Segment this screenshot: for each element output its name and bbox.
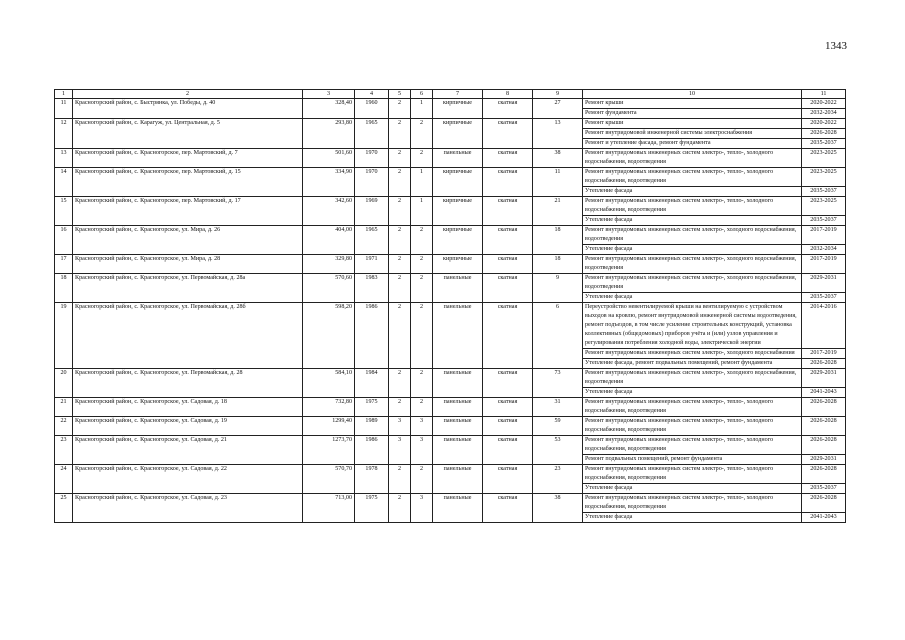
wall-material-cell: кирпичные bbox=[433, 197, 483, 226]
column-number-header: 2 bbox=[73, 90, 303, 99]
repair-work-cell: Ремонт внутридомовых инженерных систем электро-, холодного водоснабжения bbox=[583, 349, 802, 359]
repair-work-cell: Утепление фасада bbox=[583, 293, 802, 303]
area-cell: 732,80 bbox=[303, 398, 355, 417]
wall-material-cell: кирпичные bbox=[433, 119, 483, 149]
year-cell: 1986 bbox=[355, 436, 389, 465]
repair-work-cell: Ремонт внутридомовых инженерных систем электро-, тепло-, холодного водоснабжения, водоотведения bbox=[583, 417, 802, 436]
repair-period-cell: 2014-2016 bbox=[802, 303, 846, 349]
page-number: 1343 bbox=[825, 40, 847, 52]
roof-type-cell: скатная bbox=[483, 303, 533, 369]
floors-cell: 2 bbox=[389, 465, 411, 494]
repair-work-cell: Утепление фасада bbox=[583, 245, 802, 255]
row-number: 13 bbox=[55, 149, 73, 168]
table-row bbox=[55, 226, 846, 245]
area-cell: 570,70 bbox=[303, 465, 355, 494]
roof-type-cell: скатная bbox=[483, 369, 533, 398]
column-number-header: 3 bbox=[303, 90, 355, 99]
wall-material-cell: панельные bbox=[433, 465, 483, 494]
repair-work-cell: Утепление фасада bbox=[583, 216, 802, 226]
year-cell: 1983 bbox=[355, 274, 389, 303]
roof-type-cell: скатная bbox=[483, 436, 533, 465]
repair-period-cell: 2020-2022 bbox=[802, 99, 846, 109]
table-row bbox=[55, 303, 846, 349]
repair-work-cell: Ремонт внутридомовой инженерной системы электроснабжения bbox=[583, 129, 802, 139]
address-cell: Красногорский район, с. Красногорское, ул. Первомайская, д. 28 bbox=[73, 369, 303, 398]
repair-period-cell: 2035-2037 bbox=[802, 216, 846, 226]
year-cell: 1978 bbox=[355, 465, 389, 494]
repair-period-cell: 2032-2034 bbox=[802, 109, 846, 119]
row-number: 21 bbox=[55, 398, 73, 417]
roof-type-cell: скатная bbox=[483, 168, 533, 197]
entrances-cell: 1 bbox=[411, 168, 433, 197]
roof-type-cell: скатная bbox=[483, 226, 533, 255]
entrances-cell: 1 bbox=[411, 99, 433, 119]
area-cell: 1273,70 bbox=[303, 436, 355, 465]
row-number: 14 bbox=[55, 168, 73, 197]
residents-cell: 31 bbox=[533, 398, 583, 417]
address-cell: Красногорский район, с. Красногорское, ул. Садовая, д. 22 bbox=[73, 465, 303, 494]
table-row bbox=[55, 274, 846, 293]
area-cell: 570,60 bbox=[303, 274, 355, 303]
area-cell: 329,80 bbox=[303, 255, 355, 274]
year-cell: 1965 bbox=[355, 226, 389, 255]
floors-cell: 2 bbox=[389, 197, 411, 226]
address-cell: Красногорский район, с. Красногорское, пер. Мартовский, д. 7 bbox=[73, 149, 303, 168]
year-cell: 1971 bbox=[355, 255, 389, 274]
repair-work-cell: Переустройство невентилируемой крыши на вентилируемую с устройством выходов на кровлю, ремонт внутридомовой инженерной системы водоотведения, ремонт подъездов, в том числе усиление строительных конструкций, установка коллективных (общедомовых) приборов учёта и (или) узлов управления и регулирования потребления холодной воды, электрической энергии bbox=[583, 303, 802, 349]
repair-work-cell: Утепление фасада, ремонт подвальных помещений, ремонт фундамента bbox=[583, 359, 802, 369]
repair-period-cell: 2035-2037 bbox=[802, 139, 846, 149]
residents-cell: 53 bbox=[533, 436, 583, 465]
repair-period-cell: 2026-2028 bbox=[802, 494, 846, 513]
row-number: 15 bbox=[55, 197, 73, 226]
residents-cell: 18 bbox=[533, 226, 583, 255]
entrances-cell: 2 bbox=[411, 369, 433, 398]
row-number: 16 bbox=[55, 226, 73, 255]
column-number-header: 6 bbox=[411, 90, 433, 99]
repair-period-cell: 2026-2028 bbox=[802, 417, 846, 436]
entrances-cell: 3 bbox=[411, 417, 433, 436]
column-number-header: 5 bbox=[389, 90, 411, 99]
area-cell: 334,90 bbox=[303, 168, 355, 197]
address-cell: Красногорский район, с. Красногорское, ул. Мира, д. 26 bbox=[73, 226, 303, 255]
repair-work-cell: Утепление фасада bbox=[583, 187, 802, 197]
year-cell: 1975 bbox=[355, 398, 389, 417]
entrances-cell: 2 bbox=[411, 119, 433, 149]
wall-material-cell: панельные bbox=[433, 398, 483, 417]
residents-cell: 27 bbox=[533, 99, 583, 119]
roof-type-cell: скатная bbox=[483, 417, 533, 436]
repair-work-cell: Ремонт внутридомовых инженерных систем электро-, холодного водоснабжения, водоотведения bbox=[583, 369, 802, 388]
address-cell: Красногорский район, с. Красногорское, ул. Первомайская, д. 28б bbox=[73, 303, 303, 369]
area-cell: 342,60 bbox=[303, 197, 355, 226]
residents-cell: 21 bbox=[533, 197, 583, 226]
repair-period-cell: 2035-2037 bbox=[802, 187, 846, 197]
roof-type-cell: скатная bbox=[483, 197, 533, 226]
repair-period-cell: 2017-2019 bbox=[802, 226, 846, 245]
table-row bbox=[55, 398, 846, 417]
residents-cell: 9 bbox=[533, 274, 583, 303]
wall-material-cell: кирпичные bbox=[433, 168, 483, 197]
table-row bbox=[55, 99, 846, 109]
repair-period-cell: 2029-2031 bbox=[802, 455, 846, 465]
row-number: 18 bbox=[55, 274, 73, 303]
roof-type-cell: скатная bbox=[483, 149, 533, 168]
column-number-header: 4 bbox=[355, 90, 389, 99]
row-number: 11 bbox=[55, 99, 73, 119]
area-cell: 404,00 bbox=[303, 226, 355, 255]
address-cell: Красногорский район, с. Быстрянка, ул. Победы, д. 40 bbox=[73, 99, 303, 119]
repair-period-cell: 2035-2037 bbox=[802, 293, 846, 303]
row-number: 25 bbox=[55, 494, 73, 523]
header-row bbox=[55, 90, 846, 99]
wall-material-cell: панельные bbox=[433, 417, 483, 436]
floors-cell: 2 bbox=[389, 99, 411, 119]
repair-period-cell: 2020-2022 bbox=[802, 119, 846, 129]
entrances-cell: 2 bbox=[411, 274, 433, 303]
wall-material-cell: панельные bbox=[433, 274, 483, 303]
floors-cell: 3 bbox=[389, 417, 411, 436]
table-row bbox=[55, 149, 846, 168]
row-number: 22 bbox=[55, 417, 73, 436]
year-cell: 1970 bbox=[355, 149, 389, 168]
roof-type-cell: скатная bbox=[483, 255, 533, 274]
floors-cell: 2 bbox=[389, 494, 411, 523]
address-cell: Красногорский район, с. Красногорское, пер. Мартовский, д. 17 bbox=[73, 197, 303, 226]
entrances-cell: 2 bbox=[411, 255, 433, 274]
repair-period-cell: 2029-2031 bbox=[802, 274, 846, 293]
floors-cell: 2 bbox=[389, 369, 411, 398]
repair-work-cell: Ремонт подвальных помещений, ремонт фундамента bbox=[583, 455, 802, 465]
table-row bbox=[55, 369, 846, 388]
repair-work-cell: Ремонт крыши bbox=[583, 99, 802, 109]
column-number-header: 8 bbox=[483, 90, 533, 99]
repair-period-cell: 2026-2028 bbox=[802, 436, 846, 455]
table-row bbox=[55, 494, 846, 513]
housing-repair-table bbox=[54, 89, 846, 523]
year-cell: 1975 bbox=[355, 494, 389, 523]
floors-cell: 2 bbox=[389, 274, 411, 303]
area-cell: 1299,40 bbox=[303, 417, 355, 436]
column-number-header: 7 bbox=[433, 90, 483, 99]
area-cell: 328,40 bbox=[303, 99, 355, 119]
repair-period-cell: 2023-2025 bbox=[802, 168, 846, 187]
row-number: 12 bbox=[55, 119, 73, 149]
table-row bbox=[55, 417, 846, 436]
residents-cell: 23 bbox=[533, 465, 583, 494]
year-cell: 1986 bbox=[355, 303, 389, 369]
repair-work-cell: Ремонт внутридомовых инженерных систем электро-, тепло-, холодного водоснабжения, водоотведения bbox=[583, 465, 802, 484]
repair-period-cell: 2032-2034 bbox=[802, 245, 846, 255]
floors-cell: 2 bbox=[389, 255, 411, 274]
floors-cell: 2 bbox=[389, 303, 411, 369]
wall-material-cell: панельные bbox=[433, 369, 483, 398]
area-cell: 584,10 bbox=[303, 369, 355, 398]
table-row bbox=[55, 436, 846, 455]
area-cell: 293,80 bbox=[303, 119, 355, 149]
roof-type-cell: скатная bbox=[483, 465, 533, 494]
roof-type-cell: скатная bbox=[483, 119, 533, 149]
repair-period-cell: 2026-2028 bbox=[802, 359, 846, 369]
row-number: 20 bbox=[55, 369, 73, 398]
repair-work-cell: Ремонт и утепление фасада, ремонт фундамента bbox=[583, 139, 802, 149]
repair-work-cell: Утепление фасада bbox=[583, 388, 802, 398]
table-row bbox=[55, 119, 846, 129]
wall-material-cell: панельные bbox=[433, 436, 483, 465]
year-cell: 1984 bbox=[355, 369, 389, 398]
address-cell: Красногорский район, с. Карагуж, ул. Центральная, д. 5 bbox=[73, 119, 303, 149]
repair-work-cell: Ремонт внутридомовых инженерных систем электро-, тепло-, холодного водоснабжения, водоотведения bbox=[583, 398, 802, 417]
address-cell: Красногорский район, с. Красногорское, ул. Садовая, д. 23 bbox=[73, 494, 303, 523]
repair-period-cell: 2035-2037 bbox=[802, 484, 846, 494]
address-cell: Красногорский район, с. Красногорское, ул. Садовая, д. 18 bbox=[73, 398, 303, 417]
repair-work-cell: Ремонт внутридомовых инженерных систем электро-, тепло-, холодного водоснабжения, водоотведения bbox=[583, 436, 802, 455]
repair-period-cell: 2023-2025 bbox=[802, 149, 846, 168]
residents-cell: 59 bbox=[533, 417, 583, 436]
residents-cell: 11 bbox=[533, 168, 583, 197]
row-number: 19 bbox=[55, 303, 73, 369]
residents-cell: 13 bbox=[533, 119, 583, 149]
area-cell: 598,20 bbox=[303, 303, 355, 369]
entrances-cell: 3 bbox=[411, 436, 433, 465]
area-cell: 713,00 bbox=[303, 494, 355, 523]
address-cell: Красногорский район, с. Красногорское, ул. Садовая, д. 21 bbox=[73, 436, 303, 465]
address-cell: Красногорский район, с. Красногорское, ул. Первомайская, д. 28а bbox=[73, 274, 303, 303]
entrances-cell: 2 bbox=[411, 149, 433, 168]
residents-cell: 18 bbox=[533, 255, 583, 274]
column-number-header: 10 bbox=[583, 90, 802, 99]
table-row bbox=[55, 465, 846, 484]
floors-cell: 3 bbox=[389, 436, 411, 465]
repair-work-cell: Ремонт внутридомовых инженерных систем электро-, тепло-, холодного водоснабжения, водоотведения bbox=[583, 494, 802, 513]
repair-work-cell: Ремонт внутридомовых инженерных систем электро-, тепло-, холодного водоснабжения, водоотведения bbox=[583, 168, 802, 187]
repair-work-cell: Ремонт крыши bbox=[583, 119, 802, 129]
entrances-cell: 2 bbox=[411, 465, 433, 494]
wall-material-cell: панельные bbox=[433, 303, 483, 369]
floors-cell: 2 bbox=[389, 226, 411, 255]
year-cell: 1960 bbox=[355, 99, 389, 119]
wall-material-cell: кирпичные bbox=[433, 226, 483, 255]
residents-cell: 73 bbox=[533, 369, 583, 398]
column-number-header: 9 bbox=[533, 90, 583, 99]
wall-material-cell: кирпичные bbox=[433, 255, 483, 274]
entrances-cell: 2 bbox=[411, 303, 433, 369]
wall-material-cell: кирпичные bbox=[433, 99, 483, 119]
year-cell: 1970 bbox=[355, 168, 389, 197]
table-row bbox=[55, 197, 846, 216]
year-cell: 1969 bbox=[355, 197, 389, 226]
address-cell: Красногорский район, с. Красногорское, ул. Садовая, д. 19 bbox=[73, 417, 303, 436]
repair-work-cell: Ремонт внутридомовых инженерных систем электро-, холодного водоснабжения, водоотведения bbox=[583, 274, 802, 293]
entrances-cell: 2 bbox=[411, 226, 433, 255]
residents-cell: 38 bbox=[533, 149, 583, 168]
floors-cell: 2 bbox=[389, 398, 411, 417]
floors-cell: 2 bbox=[389, 149, 411, 168]
floors-cell: 2 bbox=[389, 119, 411, 149]
roof-type-cell: скатная bbox=[483, 398, 533, 417]
repair-work-cell: Утепление фасада bbox=[583, 484, 802, 494]
repair-work-cell: Ремонт внутридомовых инженерных систем электро-, холодного водоснабжения, водоотведения bbox=[583, 226, 802, 245]
table-row bbox=[55, 255, 846, 274]
row-number: 17 bbox=[55, 255, 73, 274]
entrances-cell: 1 bbox=[411, 197, 433, 226]
address-cell: Красногорский район, с. Красногорское, пер. Мартовский, д. 15 bbox=[73, 168, 303, 197]
repair-work-cell: Утепление фасада bbox=[583, 513, 802, 523]
repair-period-cell: 2017-2019 bbox=[802, 349, 846, 359]
roof-type-cell: скатная bbox=[483, 274, 533, 303]
address-cell: Красногорский район, с. Красногорское, ул. Мира, д. 28 bbox=[73, 255, 303, 274]
column-number-header: 11 bbox=[802, 90, 846, 99]
repair-period-cell: 2023-2025 bbox=[802, 197, 846, 216]
area-cell: 501,60 bbox=[303, 149, 355, 168]
entrances-cell: 2 bbox=[411, 398, 433, 417]
repair-period-cell: 2041-2043 bbox=[802, 388, 846, 398]
roof-type-cell: скатная bbox=[483, 99, 533, 119]
repair-work-cell: Ремонт внутридомовых инженерных систем электро-, холодного водоснабжения, водоотведения bbox=[583, 255, 802, 274]
repair-period-cell: 2026-2028 bbox=[802, 129, 846, 139]
roof-type-cell: скатная bbox=[483, 494, 533, 523]
residents-cell: 6 bbox=[533, 303, 583, 369]
repair-period-cell: 2041-2043 bbox=[802, 513, 846, 523]
wall-material-cell: панельные bbox=[433, 494, 483, 523]
repair-period-cell: 2026-2028 bbox=[802, 398, 846, 417]
row-number: 23 bbox=[55, 436, 73, 465]
year-cell: 1965 bbox=[355, 119, 389, 149]
repair-period-cell: 2026-2028 bbox=[802, 465, 846, 484]
repair-work-cell: Ремонт внутридомовых инженерных систем электро-, тепло-, холодного водоснабжения, водоотведения bbox=[583, 197, 802, 216]
entrances-cell: 3 bbox=[411, 494, 433, 523]
repair-work-cell: Ремонт внутридомовых инженерных систем электро-, тепло-, холодного водоснабжения, водоотведения bbox=[583, 149, 802, 168]
wall-material-cell: панельные bbox=[433, 149, 483, 168]
residents-cell: 38 bbox=[533, 494, 583, 523]
floors-cell: 2 bbox=[389, 168, 411, 197]
year-cell: 1989 bbox=[355, 417, 389, 436]
repair-work-cell: Ремонт фундамента bbox=[583, 109, 802, 119]
repair-period-cell: 2017-2019 bbox=[802, 255, 846, 274]
column-number-header: 1 bbox=[55, 90, 73, 99]
table-row bbox=[55, 168, 846, 187]
repair-period-cell: 2029-2031 bbox=[802, 369, 846, 388]
row-number: 24 bbox=[55, 465, 73, 494]
